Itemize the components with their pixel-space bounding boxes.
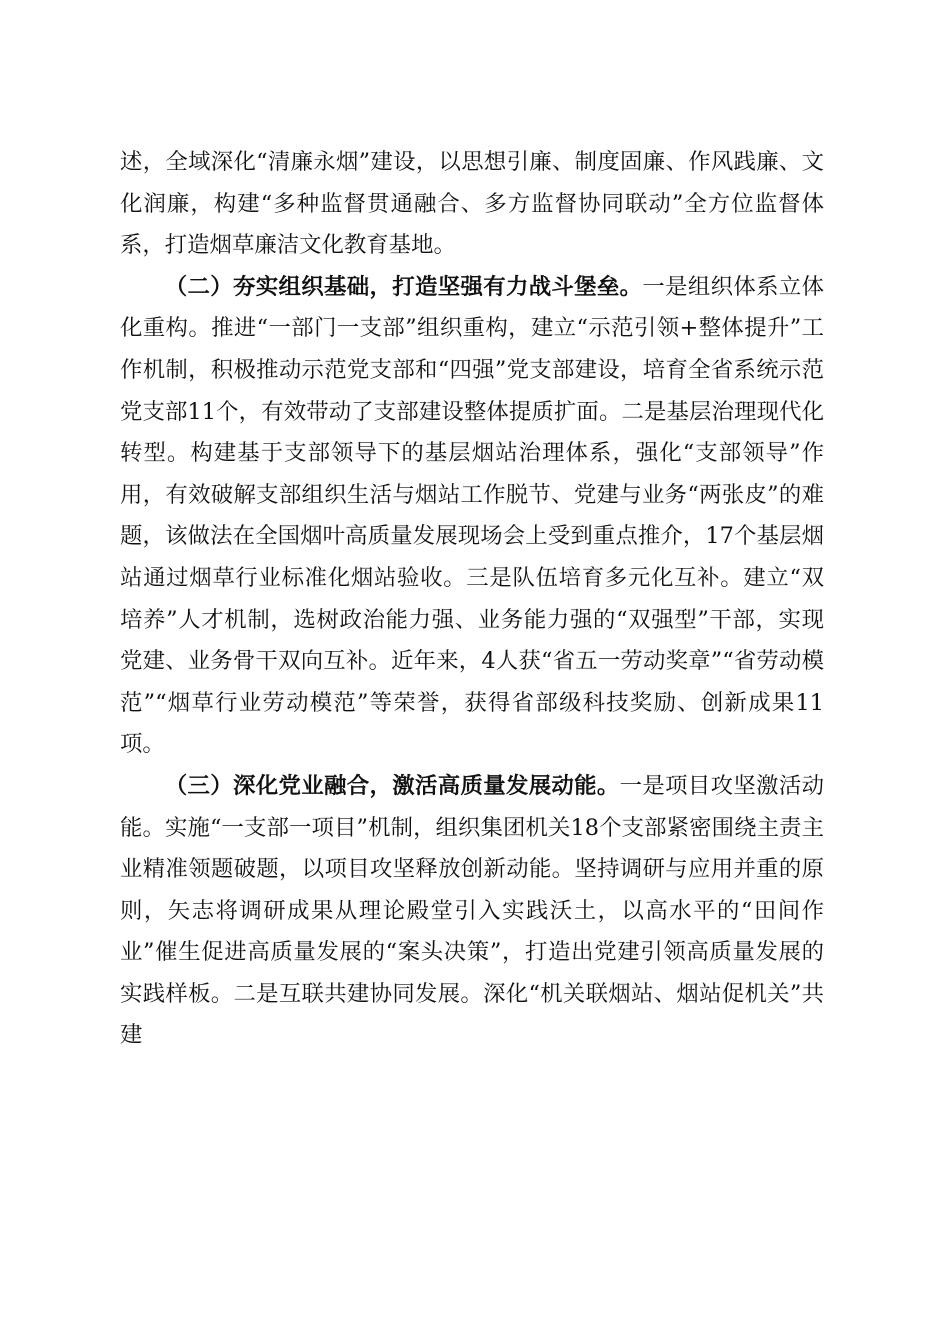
paragraph-body: 一是组织体系立体化重构。推进“一部门一支部”组织重构，建立“示范引领+整体提升”工作机制，积极推动示范党支部和“四强”党支部建设，培育全省系统示范党支部11个，有效带动了支部建设整体提质扩面。二是基层治理现代化转型。构建基于支部领导下的基层烟站治理体系，强化“支部领导”作用，有效破解支部组织生活与烟站工作脱节、党建与业务“两张皮”的难题，该做法在全国烟叶高质量发展现场会上受到重点推介，17个基层烟站通过烟草行业标准化烟站验收。三是队伍培育多元化互补。建立“双培养”人才机制，选树政治能力强、业务能力强的“双强型”干部，实现党建、业务骨干双向互补。近年来，4人获“省五一劳动奖章”“省劳动模范”“烟草行业劳动模范”等荣誉，获得省部级科技奖励、创新成果11项。 xyxy=(120,273,824,758)
paragraph-heading: （三）深化党业融合，激活高质量发展动能。 xyxy=(164,772,620,799)
paragraph-organization xyxy=(120,267,824,766)
paragraph-heading: （二）夯实组织基础，打造坚强有力战斗堡垒。 xyxy=(164,273,643,300)
paragraph-integration xyxy=(120,766,824,1057)
paragraph-continuation xyxy=(120,142,824,267)
document-body xyxy=(120,142,824,1057)
paragraph-body: 一是项目攻坚激活动能。实施“一支部一项目”机制，组织集团机关18个支部紧密围绕主责主业精准领题破题，以项目攻坚释放创新动能。坚持调研与应用并重的原则，矢志将调研成果从理论殿堂引入实践沃土，以高水平的“田间作业”催生促进高质量发展的“案头决策”，打造出党建引领高质量发展的实践样板。二是互联共建协同发展。深化“机关联烟站、烟站促机关”共建 xyxy=(120,772,825,1049)
paragraph-body: 述，全域深化“清廉永烟”建设，以思想引廉、制度固廉、作风践廉、文化润廉，构建“多种监督贯通融合、多方监督协同联动”全方位监督体系，打造烟草廉洁文化教育基地。 xyxy=(120,149,824,259)
